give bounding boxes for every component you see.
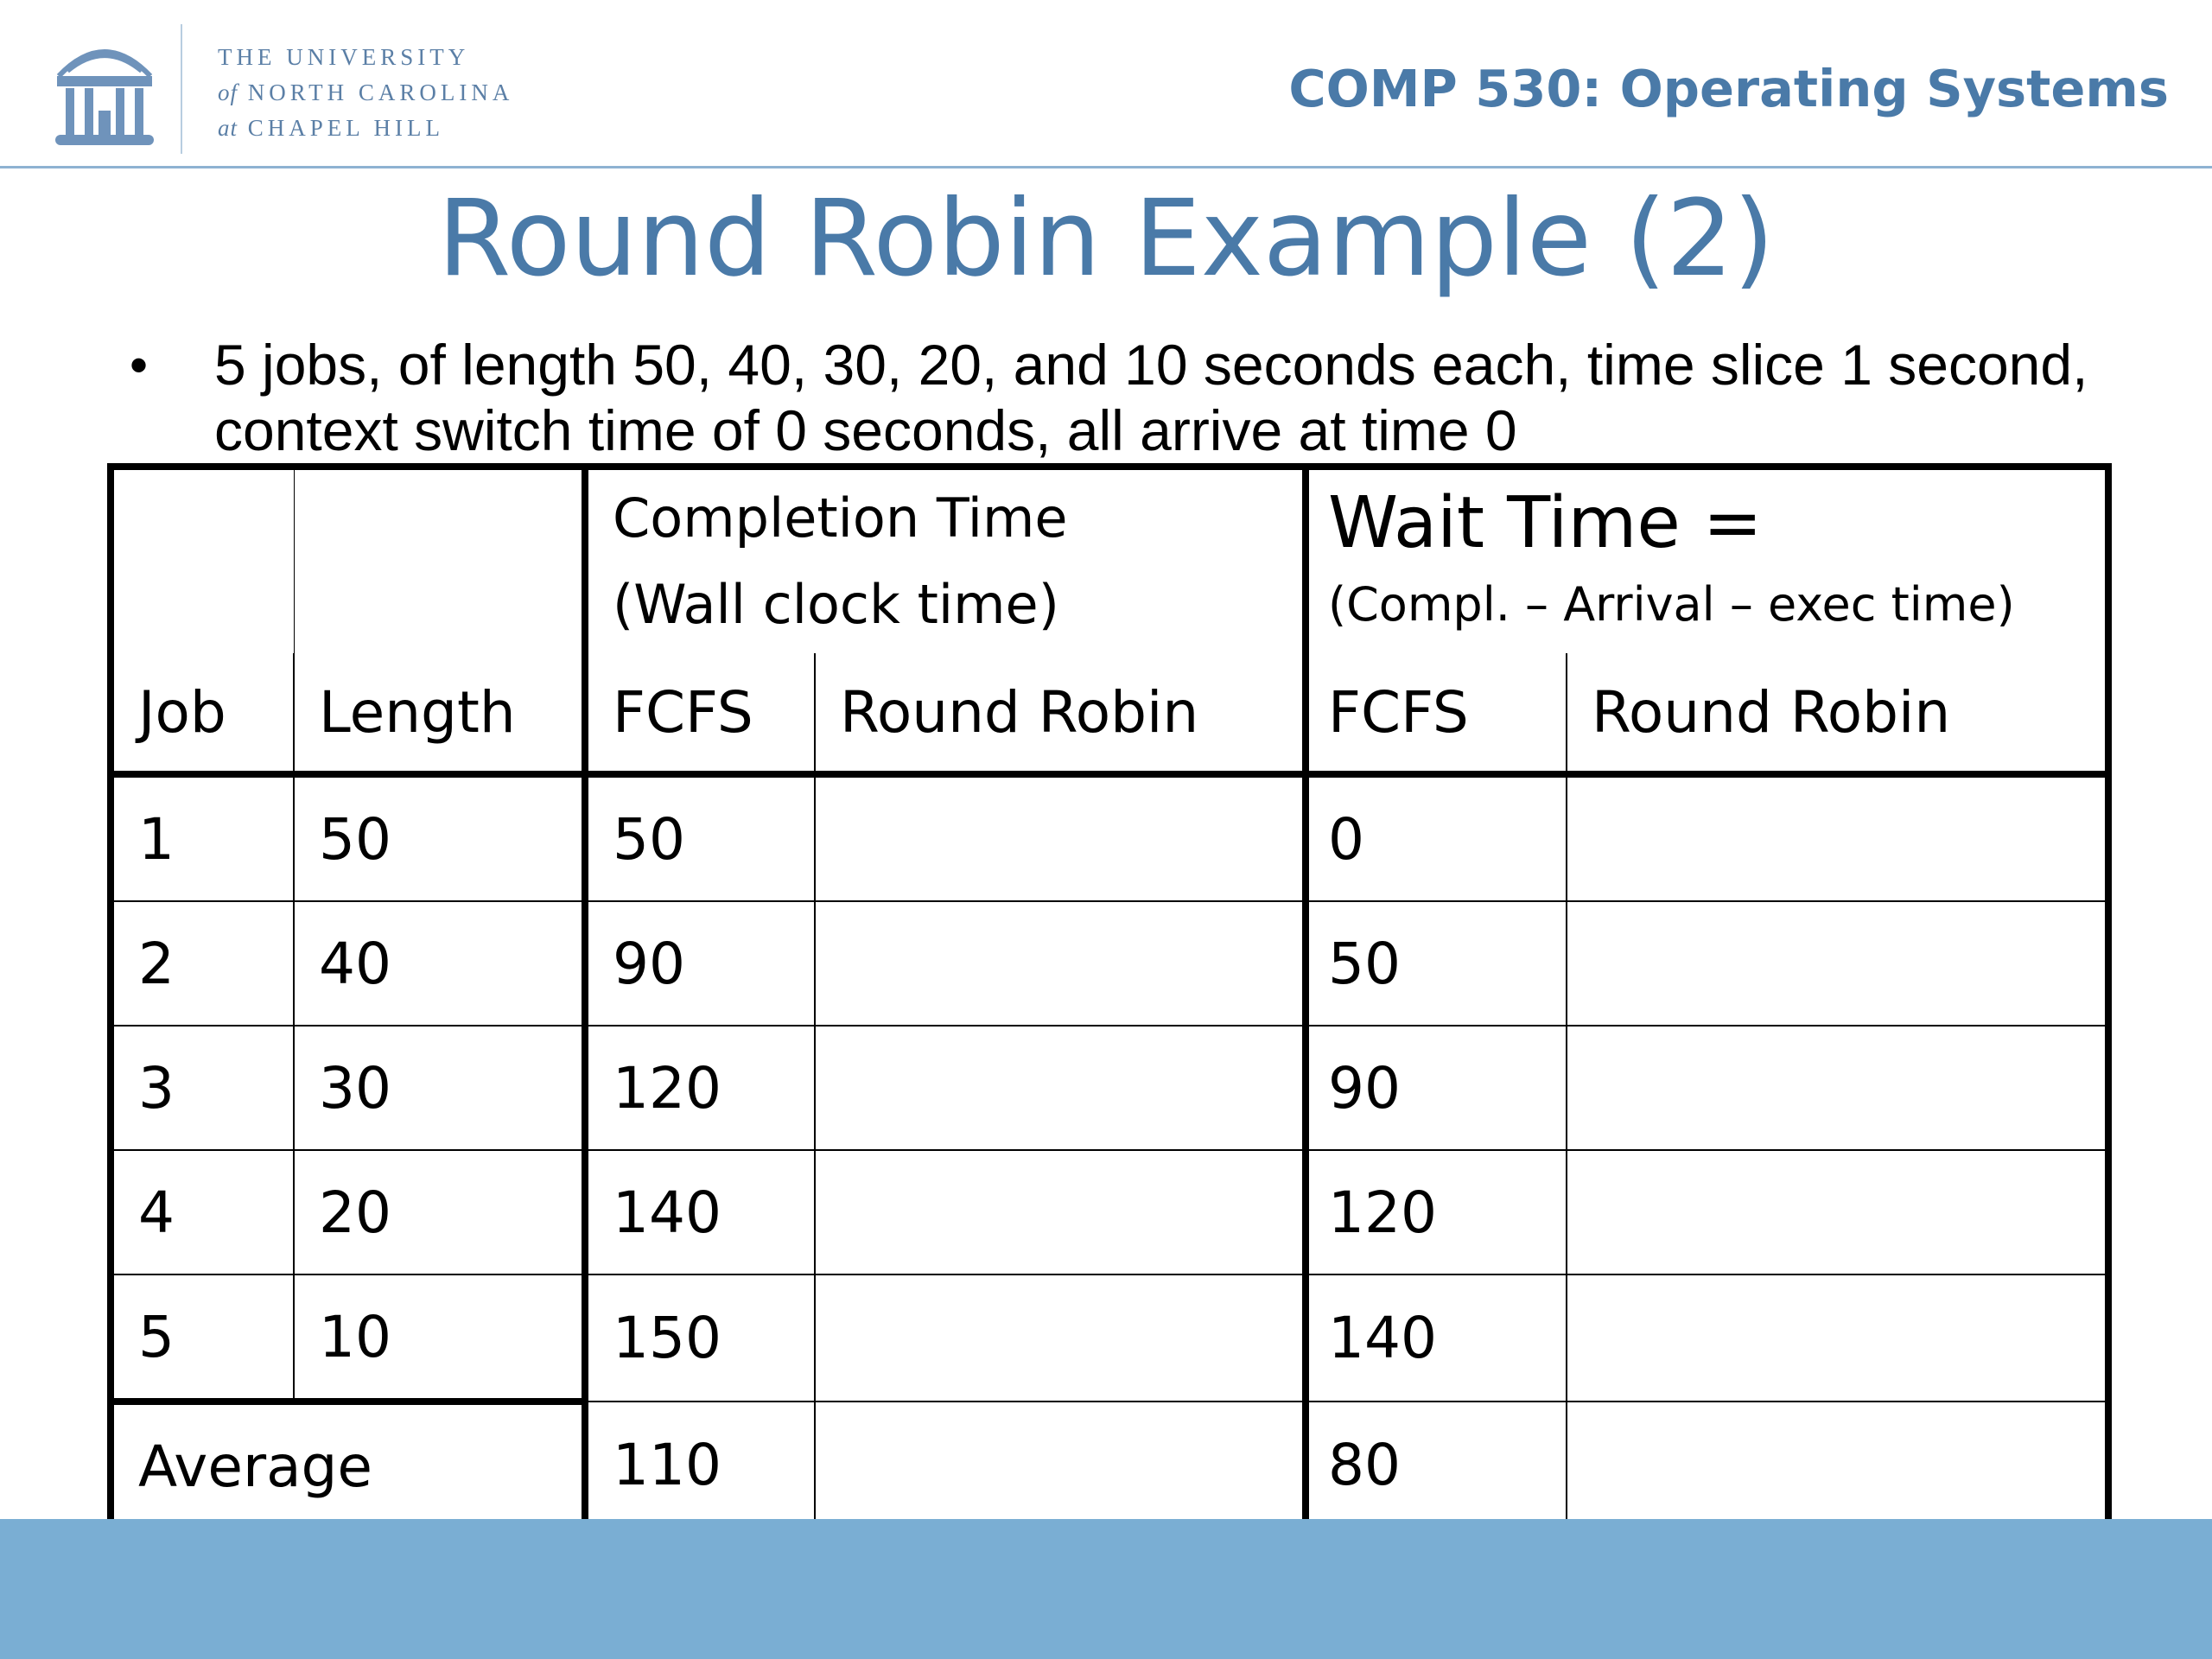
cell-completion-fcfs: 50 — [585, 774, 815, 901]
header-rule — [0, 166, 2212, 168]
wait-time-header — [1306, 467, 2108, 653]
cell-average-completion-fcfs: 110 — [585, 1402, 815, 1531]
cell-completion-fcfs: 140 — [585, 1150, 815, 1274]
cell-completion-fcfs: 90 — [585, 901, 815, 1026]
table-row — [111, 774, 2108, 901]
cell-completion-rr[interactable] — [815, 1026, 1306, 1150]
university-wordmark — [218, 40, 513, 146]
cell-length: 40 — [294, 901, 585, 1026]
cell-completion-rr[interactable] — [815, 774, 1306, 901]
cell-wait-fcfs: 50 — [1306, 901, 1567, 1026]
cell-completion-rr[interactable] — [815, 901, 1306, 1026]
cell-completion-fcfs: 120 — [585, 1026, 815, 1150]
cell-average-wait-rr[interactable] — [1567, 1402, 2108, 1531]
cell-job: 2 — [111, 901, 294, 1026]
old-well-logo-icon — [54, 33, 156, 150]
cell-wait-fcfs: 0 — [1306, 774, 1567, 901]
wordmark-text-1: THE UNIVERSITY — [218, 44, 470, 70]
course-title: COMP 530: Operating Systems — [1288, 59, 2169, 118]
wordmark-text-3: CHAPEL HILL — [247, 115, 444, 141]
cell-job: 4 — [111, 1150, 294, 1274]
col-header-length: Length — [294, 653, 585, 774]
wordmark-prefix-3: at — [218, 115, 238, 141]
completion-header-line1: Completion Time — [613, 486, 1068, 550]
cell-job: 3 — [111, 1026, 294, 1150]
cell-wait-rr[interactable] — [1567, 901, 2108, 1026]
wait-header-line2: (Compl. – Arrival – exec time) — [1328, 577, 2015, 632]
table-row — [111, 1150, 2108, 1274]
slide-header — [0, 0, 2212, 166]
cell-average-wait-fcfs: 80 — [1306, 1402, 1567, 1531]
cell-length: 30 — [294, 1026, 585, 1150]
blank-header-cell — [294, 467, 585, 653]
bullet-marker: • — [130, 336, 149, 394]
col-header-job: Job — [111, 653, 294, 774]
cell-average-completion-rr[interactable] — [815, 1402, 1306, 1531]
completion-time-header — [585, 467, 1306, 653]
table-row — [111, 901, 2108, 1026]
wordmark-prefix-2: of — [218, 79, 238, 105]
bullet-text: 5 jobs, of length 50, 40, 30, 20, and 10 seconds each, time slice 1 second, context switch time of 0 seconds, all arrive at time 0 — [214, 333, 2088, 462]
cell-wait-rr[interactable] — [1567, 774, 2108, 901]
cell-average-label: Average — [111, 1402, 585, 1531]
cell-wait-fcfs: 90 — [1306, 1026, 1567, 1150]
header-row-top — [111, 467, 2108, 653]
cell-length: 10 — [294, 1274, 585, 1402]
wait-header-line1: Wait Time = — [1328, 482, 1763, 564]
wordmark-line-3 — [218, 111, 513, 146]
col-header-wait-rr: Round Robin — [1567, 653, 2108, 774]
wordmark-line-1 — [218, 40, 513, 75]
cell-completion-fcfs: 150 — [585, 1274, 815, 1402]
cell-completion-rr[interactable] — [815, 1150, 1306, 1274]
table-row — [111, 1274, 2108, 1402]
wordmark-text-2: NORTH CAROLINA — [247, 79, 514, 105]
col-header-wait-fcfs: FCFS — [1306, 653, 1567, 774]
col-header-completion-fcfs: FCFS — [585, 653, 815, 774]
footer-bar — [0, 1519, 2212, 1659]
wordmark-line-2 — [218, 75, 513, 111]
scheduling-table — [107, 463, 2105, 1512]
completion-header-line2: (Wall clock time) — [613, 573, 1059, 636]
header-row-columns — [111, 653, 2108, 774]
col-header-completion-rr: Round Robin — [815, 653, 1306, 774]
blank-header-cell — [111, 467, 294, 653]
cell-job: 1 — [111, 774, 294, 901]
cell-wait-rr[interactable] — [1567, 1274, 2108, 1402]
cell-job: 5 — [111, 1274, 294, 1402]
cell-completion-rr[interactable] — [815, 1274, 1306, 1402]
cell-length: 50 — [294, 774, 585, 901]
slide-title: Round Robin Example (2) — [437, 177, 1775, 300]
cell-wait-fcfs: 120 — [1306, 1150, 1567, 1274]
cell-length: 20 — [294, 1150, 585, 1274]
logo-divider — [181, 24, 182, 154]
cell-wait-rr[interactable] — [1567, 1026, 2108, 1150]
table-row — [111, 1026, 2108, 1150]
average-row — [111, 1402, 2108, 1531]
cell-wait-fcfs: 140 — [1306, 1274, 1567, 1402]
cell-wait-rr[interactable] — [1567, 1150, 2108, 1274]
